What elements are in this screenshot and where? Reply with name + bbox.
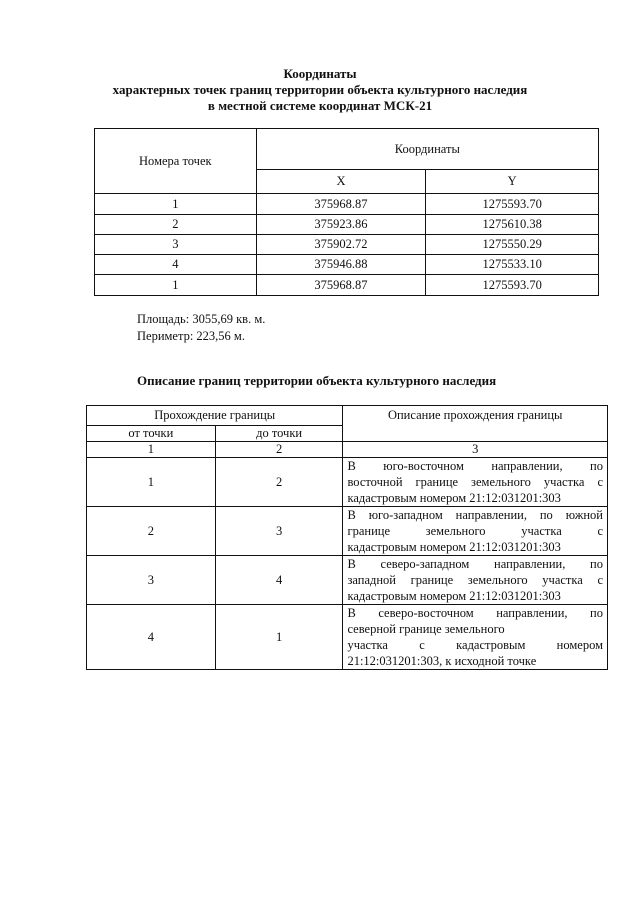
perimeter-text: Периметр: 223,56 м. <box>137 329 245 343</box>
column-number: 1 <box>87 442 216 458</box>
x-value: 375923.86 <box>256 215 426 235</box>
header-to-point: до точки <box>215 426 343 442</box>
table-row <box>87 507 608 556</box>
boundary-table <box>86 405 608 670</box>
header-coordinates: Координаты <box>256 129 598 170</box>
doc-subtitle-line2: в местной системе координат МСК-21 <box>207 98 433 113</box>
description-line: кадастровым номером 21:12:031201:303 <box>347 491 561 505</box>
table-row <box>87 605 608 670</box>
x-value: 375946.88 <box>256 255 426 275</box>
boundary-description <box>343 556 608 605</box>
boundary-section-title: Описание границ территории объекта культурного наследия <box>137 373 497 388</box>
to-point: 3 <box>215 507 343 556</box>
to-point: 2 <box>215 458 343 507</box>
header-y: Y <box>426 170 599 194</box>
header-x: X <box>256 170 426 194</box>
description-line: В северо-западном направлении, по <box>347 557 603 571</box>
table-row <box>87 458 608 507</box>
y-value: 1275593.70 <box>426 275 599 296</box>
description-line: участка с кадастровым номером <box>347 638 603 652</box>
x-value: 375968.87 <box>256 194 426 215</box>
table-row <box>95 215 599 235</box>
from-point: 2 <box>87 507 216 556</box>
y-value: 1275550.29 <box>426 235 599 255</box>
to-point: 1 <box>215 605 343 670</box>
doc-subtitle-line1: характерных точек границ территории объекта культурного наследия <box>112 82 528 97</box>
header-point-numbers: Номера точек <box>95 129 257 194</box>
column-number: 3 <box>343 442 608 458</box>
point-number: 1 <box>95 194 257 215</box>
from-point: 3 <box>87 556 216 605</box>
y-value: 1275593.70 <box>426 194 599 215</box>
description-line: В юго-западном направлении, по южной <box>347 508 603 522</box>
table-row <box>95 194 599 215</box>
description-line: В юго-восточном направлении, по <box>347 459 603 473</box>
from-point: 4 <box>87 605 216 670</box>
y-value: 1275610.38 <box>426 215 599 235</box>
description-line: кадастровым номером 21:12:031201:303 <box>347 540 561 554</box>
doc-title: Координаты <box>283 66 357 81</box>
description-line: 21:12:031201:303, к исходной точке <box>347 654 537 668</box>
header-from-point: от точки <box>87 426 216 442</box>
point-number: 1 <box>95 275 257 296</box>
header-boundary-description: Описание прохождения границы <box>343 406 608 442</box>
description-line: северной границе земельного <box>347 622 505 636</box>
description-line: восточной границе земельного участка с <box>347 475 603 489</box>
y-value: 1275533.10 <box>426 255 599 275</box>
boundary-description <box>343 458 608 507</box>
column-number: 2 <box>215 442 343 458</box>
description-line: границе земельного участка с <box>347 524 603 538</box>
point-number: 4 <box>95 255 257 275</box>
description-line: В северо-восточном направлении, по <box>347 606 603 620</box>
x-value: 375968.87 <box>256 275 426 296</box>
table-row <box>95 235 599 255</box>
x-value: 375902.72 <box>256 235 426 255</box>
table-row <box>95 255 599 275</box>
point-number: 3 <box>95 235 257 255</box>
area-text: Площадь: 3055,69 кв. м. <box>137 312 266 326</box>
boundary-description <box>343 507 608 556</box>
boundary-description <box>343 605 608 670</box>
to-point: 4 <box>215 556 343 605</box>
from-point: 1 <box>87 458 216 507</box>
coordinates-table <box>94 128 599 296</box>
header-boundary-passage: Прохождение границы <box>87 406 343 426</box>
point-number: 2 <box>95 215 257 235</box>
description-line: западной границе земельного участка с <box>347 573 603 587</box>
description-line: кадастровым номером 21:12:031201:303 <box>347 589 561 603</box>
table-row <box>87 556 608 605</box>
table-row <box>95 275 599 296</box>
